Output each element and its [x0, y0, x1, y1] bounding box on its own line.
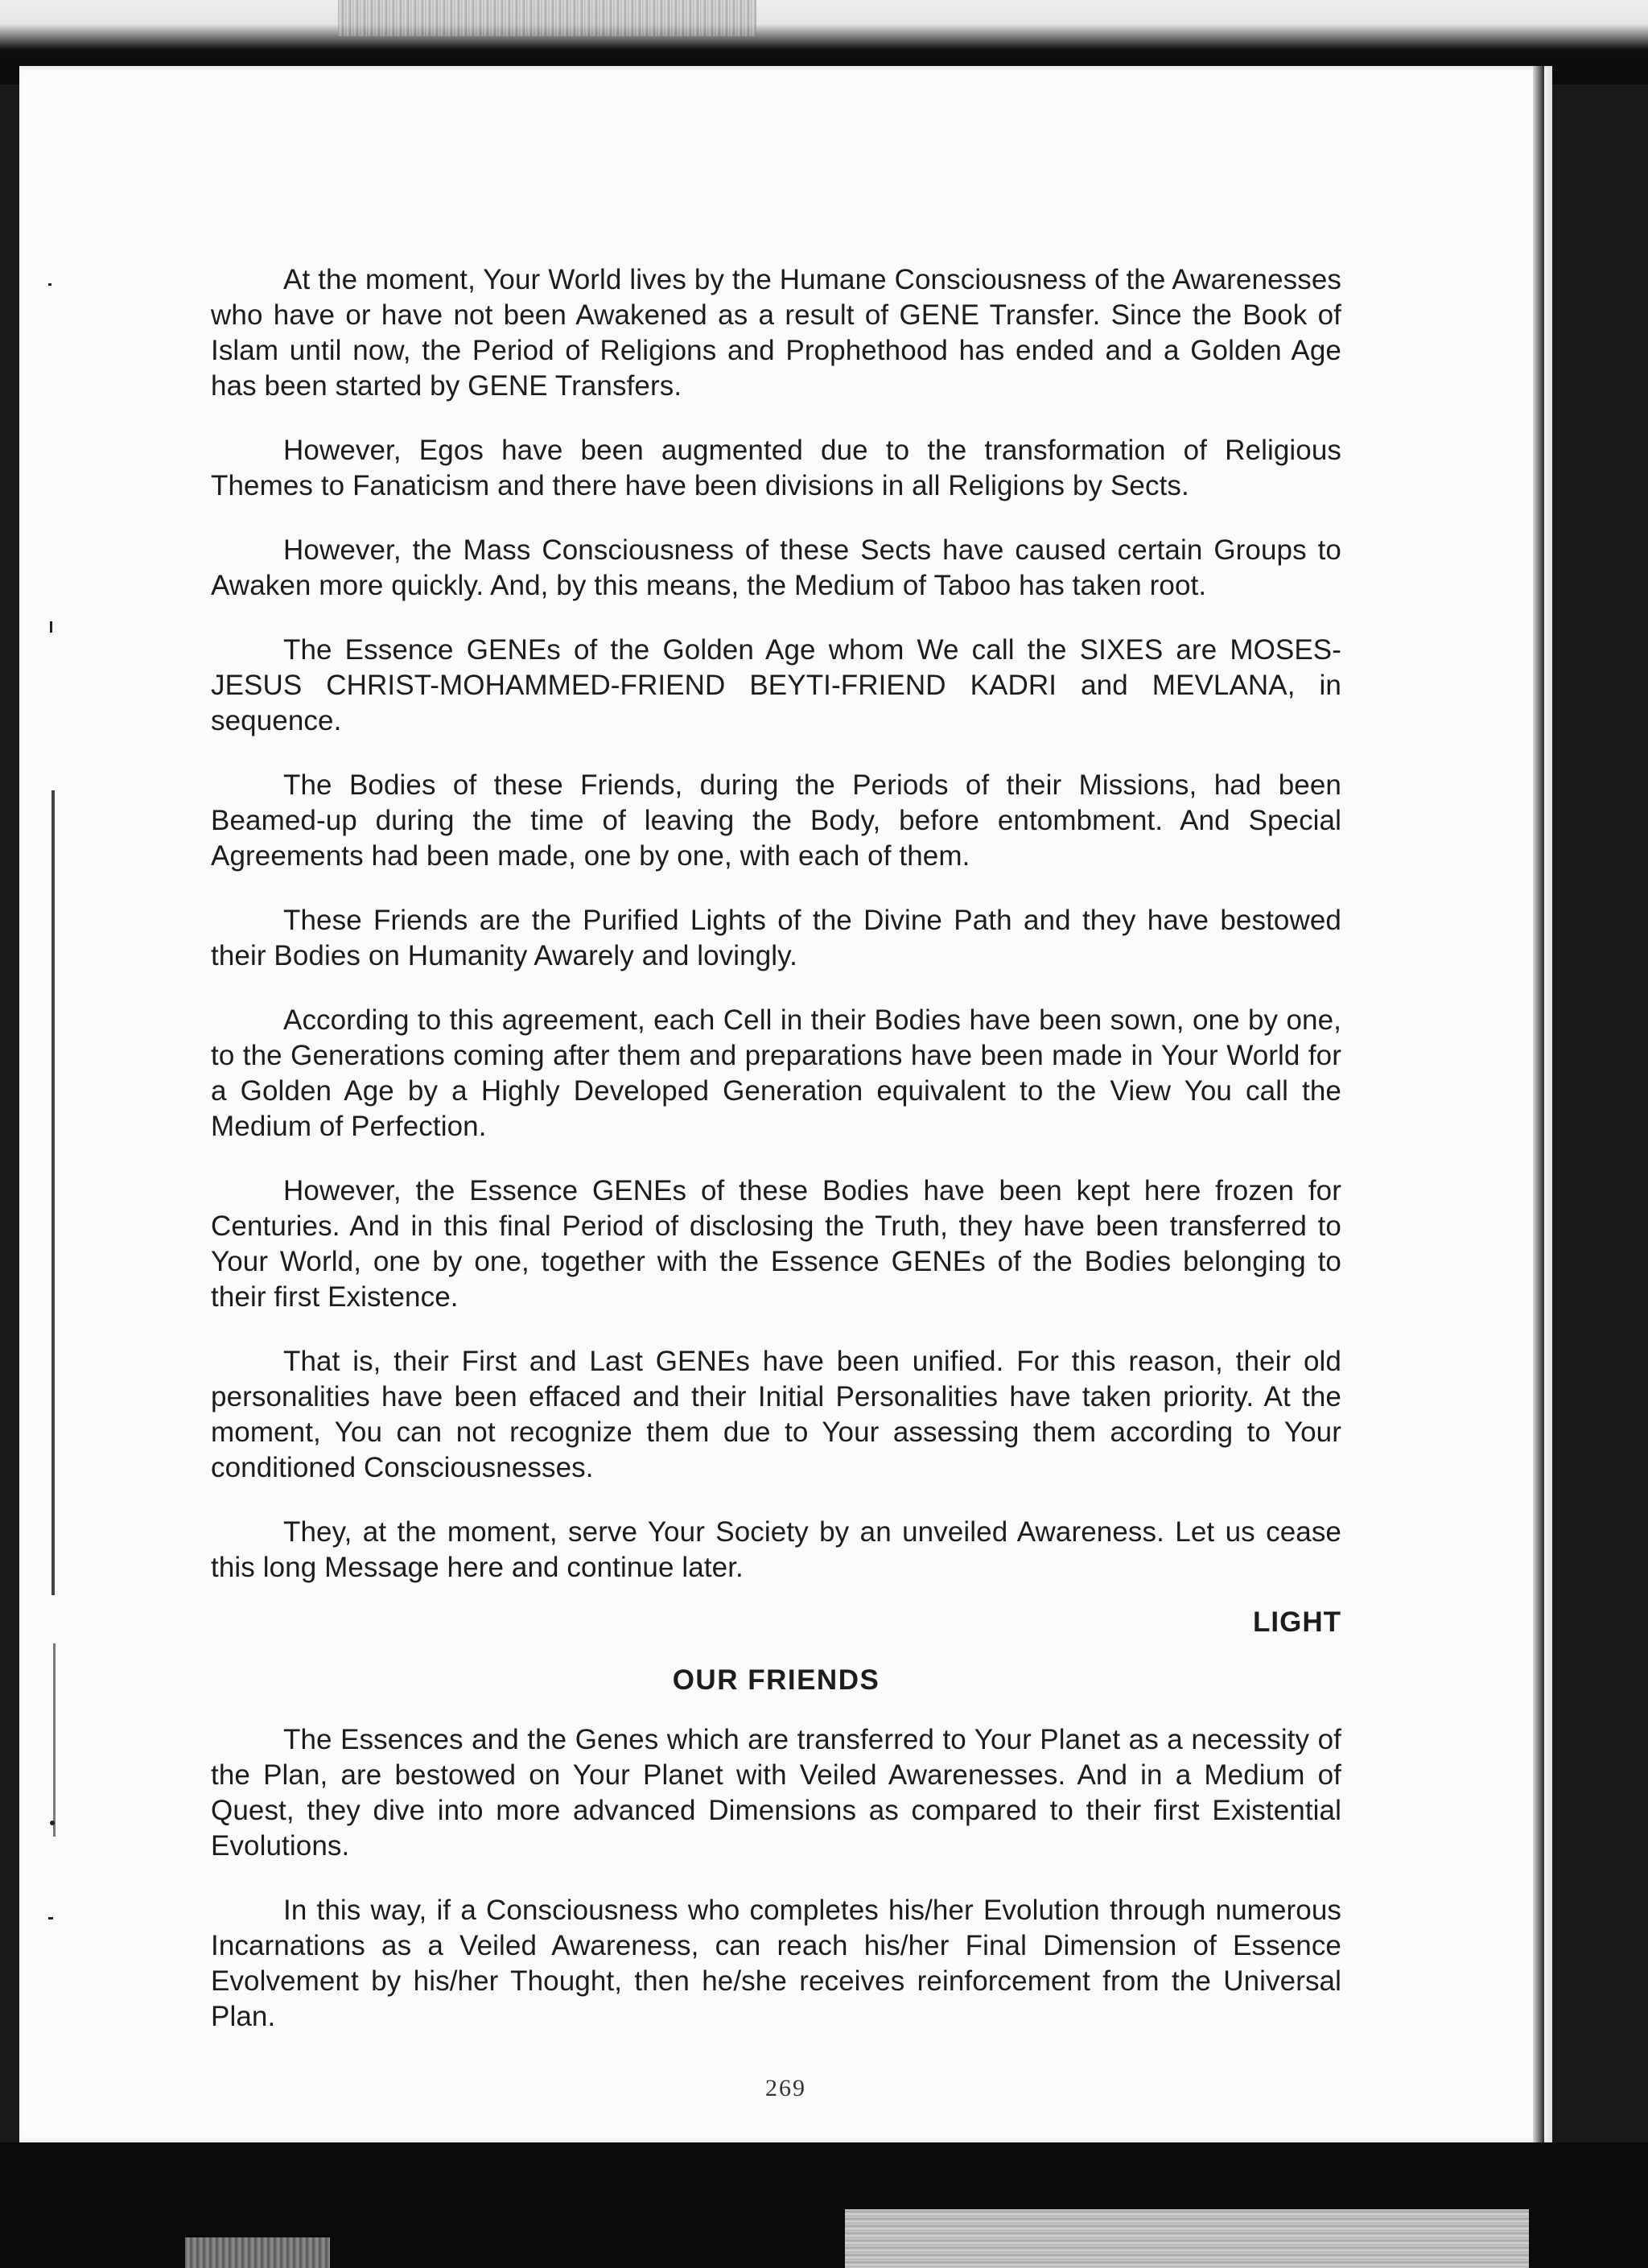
scan-top-artifact [338, 0, 756, 36]
scan-bottom-artifact [845, 2209, 1529, 2268]
page-edge-shadow [1533, 66, 1544, 2142]
margin-mark [52, 790, 55, 1595]
page-body-text [211, 262, 1341, 2064]
paragraph-5: The Bodies of these Friends, during the Periods of their Missions, had been Beamed-up during the time of leaving the Body, before entombment. And Special Agreements had been made, one by one, with each of them. [211, 769, 1341, 872]
page-number: 269 [765, 2075, 806, 2101]
scan-bottom-artifact [185, 2237, 330, 2268]
section-paragraph-1: The Essences and the Genes which are transferred to Your Planet as a necessity of the Plan, are bestowed on Your Planet with Veiled Awarenesses. And in a Medium of Quest, they dive into more advanced Dimensions as compared to their first Existential Evolutions. [211, 1724, 1341, 1862]
paragraph-1: At the moment, Your World lives by the Humane Consciousness of the Awarenesses who have or have not been Awakened as a result of GENE Transfer. Since the Book of Islam until now, the Period of Religions and Prophethood has ended and a Golden Age has been started by GENE Transfers. [211, 264, 1341, 402]
margin-mark [50, 1821, 55, 1825]
paragraph-8: However, the Essence GENEs of these Bodies have been kept here frozen for Centuries. And in this final Period of disclosing the Truth, they have been transferred to Your World, one by one, together with the Essence GENEs of the Bodies belonging to their first Existence. [211, 1175, 1341, 1313]
margin-mark [50, 621, 52, 633]
paragraph-10: They, at the moment, serve Your Society by an unveiled Awareness. Let us cease this long Message here and continue later. [211, 1516, 1341, 1583]
paragraph-7: According to this agreement, each Cell in their Bodies have been sown, one by one, to the Generations coming after them and preparations have been made in Your World for a Golden Age by a Highly Developed Generation equivalent to the View You call the Medium of Perfection. [211, 1004, 1341, 1142]
margin-mark [48, 283, 52, 286]
signature: LIGHT [1253, 1606, 1341, 1638]
section-paragraph-2: In this way, if a Consciousness who completes his/her Evolution through numerous Incarnations as a Veiled Awareness, can reach his/her Final Dimension of Essence Evolvement by his/her Thought, then he/she receives reinforcement from the Universal Plan. [211, 1895, 1341, 2032]
paragraph-4: The Essence GENEs of the Golden Age whom We call the SIXES are MOSES-JESUS CHRIST-MOHAMMED-FRIEND BEYTI-FRIEND KADRI and MEVLANA, in sequence. [211, 634, 1341, 736]
section-heading: OUR FRIENDS [672, 1664, 880, 1696]
margin-mark [53, 1643, 56, 1837]
paragraph-2: However, Egos have been augmented due to the transformation of Religious Themes to Fanaticism and there have been divisions in all Religions by Sects. [211, 435, 1341, 501]
paragraph-3: However, the Mass Consciousness of these Sects have caused certain Groups to Awaken more quickly. And, by this means, the Medium of Taboo has taken root. [211, 534, 1341, 601]
margin-mark [48, 1917, 53, 1920]
paragraph-9: That is, their First and Last GENEs have been unified. For this reason, their old personalities have been effaced and their Initial Personalities have taken priority. At the moment, You can not recognize them due to Your assessing them according to Your conditioned Consciousnesses. [211, 1346, 1341, 1483]
paragraph-6: These Friends are the Purified Lights of the Divine Path and they have bestowed their Bodies on Humanity Awarely and lovingly. [211, 905, 1341, 971]
